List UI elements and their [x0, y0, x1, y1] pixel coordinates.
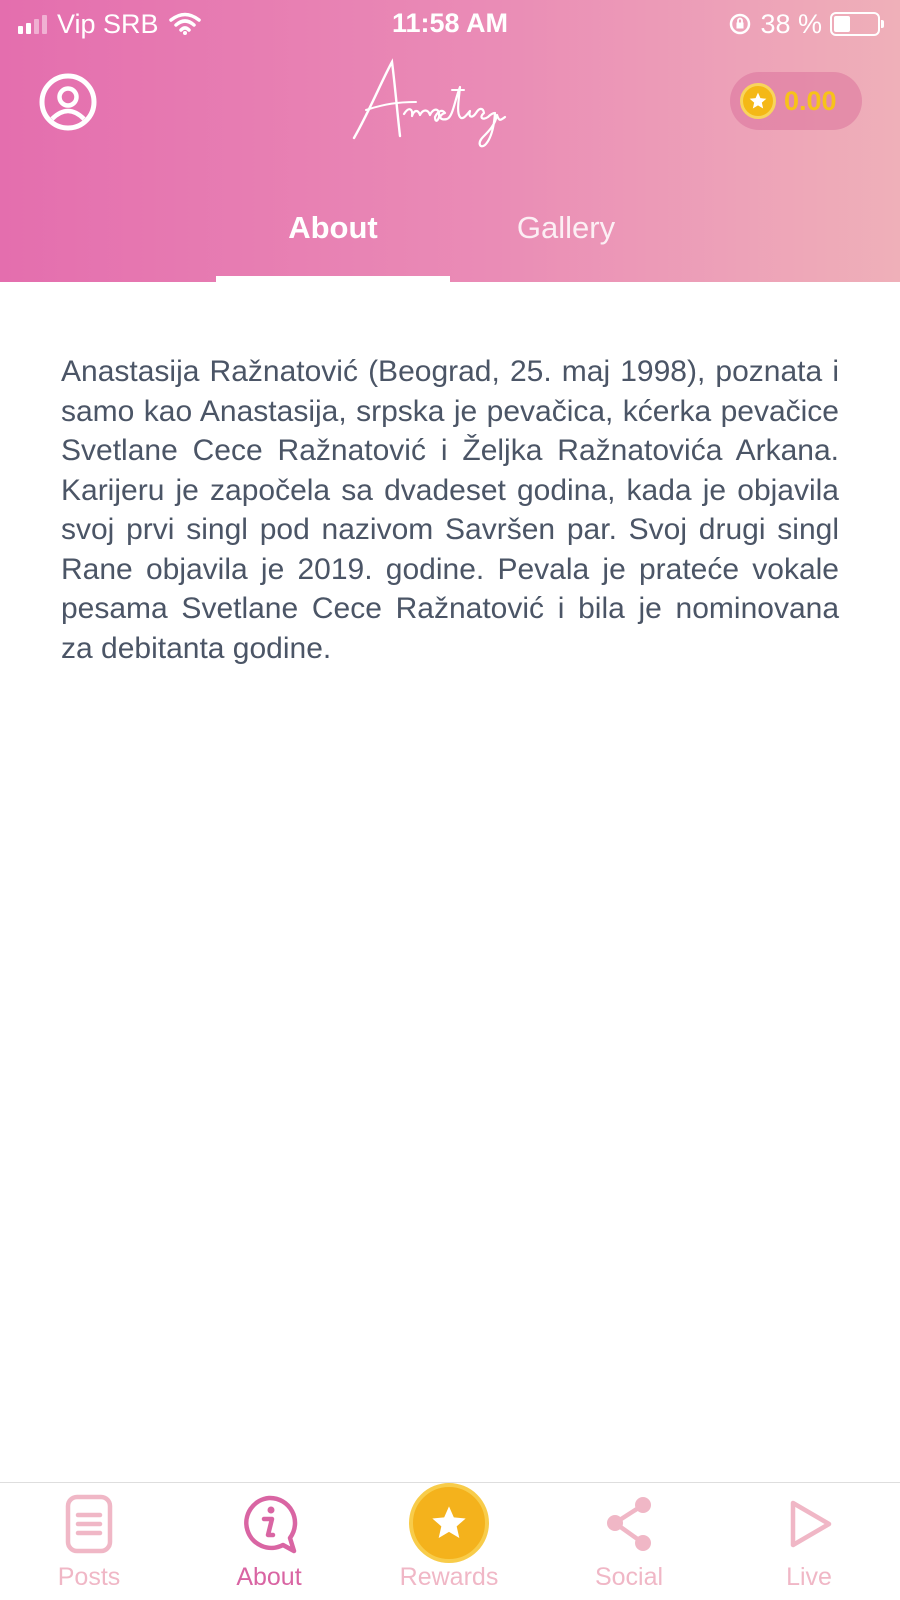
anastasija-logo	[340, 50, 560, 150]
carrier-name: Vip SRB	[57, 8, 159, 39]
battery-percent: 38 %	[760, 8, 822, 39]
active-tab-indicator	[216, 276, 450, 282]
nav-live[interactable]	[729, 1483, 889, 1600]
app-header	[0, 0, 900, 282]
nav-rewards-label: Rewards	[399, 1563, 499, 1591]
tab-about[interactable]: About	[288, 210, 378, 245]
nav-about-label: About	[236, 1563, 302, 1591]
nav-social[interactable]	[549, 1483, 709, 1600]
coin-balance-value: 0.00	[784, 85, 837, 116]
rewards-star-icon	[409, 1483, 489, 1563]
orientation-lock-icon	[728, 12, 752, 36]
section-tabs	[0, 200, 900, 282]
document-icon	[59, 1493, 119, 1555]
nav-live-label: Live	[786, 1563, 832, 1591]
status-bar	[0, 0, 900, 48]
tab-gallery[interactable]: Gallery	[516, 210, 616, 245]
profile-button[interactable]	[38, 72, 98, 132]
nav-social-label: Social	[594, 1563, 664, 1591]
nav-posts[interactable]	[9, 1483, 169, 1600]
share-icon	[599, 1493, 659, 1555]
nav-about[interactable]	[189, 1483, 349, 1600]
coin-star-icon	[740, 83, 776, 119]
user-profile-icon	[38, 72, 98, 132]
play-icon	[779, 1493, 839, 1555]
nav-rewards[interactable]	[369, 1483, 529, 1600]
status-time: 11:58 AM	[391, 8, 509, 38]
battery-icon	[830, 12, 880, 36]
coin-balance-badge[interactable]	[730, 72, 862, 130]
info-bubble-icon	[239, 1493, 299, 1555]
about-description: Anastasija Ražnatović (Beograd, 25. maj 1998), poznata i samo kao Anastasija, srpska je pevačica, kćerka pevačice Svetlane Cece Ražnatović i Željka Ražnatovića Arkana. Karijeru je započela sa dvadeset godina, kada je objavila svoj prvi singl pod nazivom Savršen par. Svoj drugi singl Rane objavila je 2019. godine. Pevala je prateće vokale pesama Svetlane Cece Ražnatović i bila je nominovana za debitanta godine.	[61, 355, 839, 665]
nav-posts-label: Posts	[57, 1563, 121, 1591]
bottom-navigation	[0, 1482, 900, 1600]
